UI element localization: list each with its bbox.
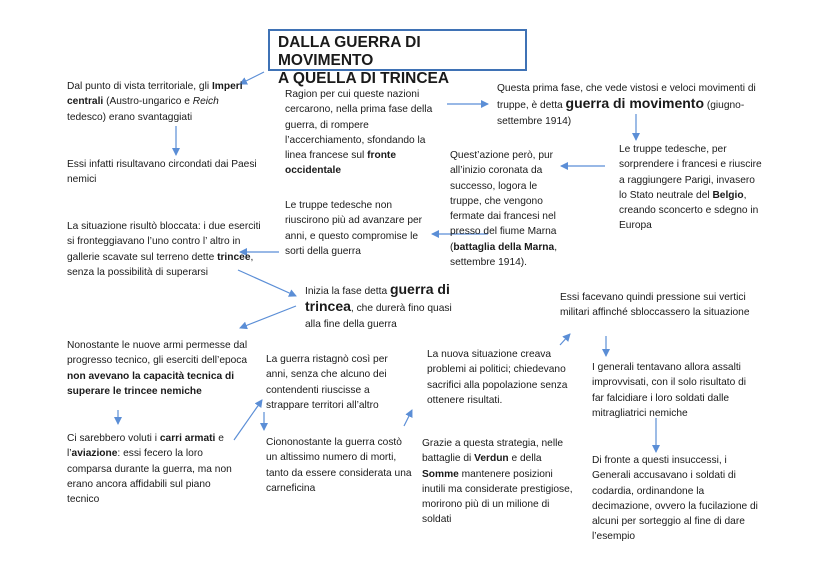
node-carneficina: Ciononostante la guerra costò un altissimo numero di morti, tanto da essere considerata una carneficina <box>266 437 412 494</box>
node-pressione-vertici: Essi facevano quindi pressione sui vertici militari affinché sbloccassero la situazione <box>560 292 750 319</box>
node-generali-assalti: I generali tentavano allora assalti improvvisati, con il solo risultato di far falcidiare i loro soldati dalle mitragliatrici nemiche <box>592 362 747 419</box>
node-guerra-di-trincea: Inizia la fase detta guerra di trincea, che durerà fino quasi alla fine della guerra <box>305 281 452 330</box>
node-imperi-centrali: Dal punto di vista territoriale, gli Imperi centrali (Austro-ungarico e Reich tedesco) erano svantaggiati <box>67 81 243 123</box>
title-line-2: A QUELLA DI TRINCEA <box>278 70 450 87</box>
node-nuova-situazione: La nuova situazione creava problemi ai politici; chiedevano sacrifici alla popolazione senza ottenere risultati. <box>427 349 568 406</box>
node-nuove-armi: Nonostante le nuove armi permesse dal progresso tecnico, gli eserciti dell’epoca non avevano la capacità tecnica di superare le trincee nemiche <box>67 340 248 397</box>
page-title <box>268 29 527 87</box>
node-verdun-somme: Grazie a questa strategia, nelle battaglie di Verdun e della Somme mantenere posizioni inutili ma considerate prestigiose, morirono più di un milione di soldati <box>422 438 573 526</box>
node-battaglia-marna: Quest’azione però, pur all’inizio coronata da successo, logora le truppe, che vengono fermate dai francesi nel presso del fiume Marna (battaglia della Marna, settembre 1914). <box>450 150 558 269</box>
node-situazione-bloccata: La situazione risultò bloccata: i due eserciti si fronteggiavano l’uno contro l’ altro in gallerie scavate sul terreno dette trincee, senza la possibilità di superarsi <box>67 221 261 278</box>
node-circondati: Essi infatti risultavano circondati dai Paesi nemici <box>67 159 257 186</box>
node-truppe-tedesche-belgio: Le truppe tedesche, per sorprendere i francesi e riuscire a raggiungere Parigi, invasero lo Stato neutrale del Belgio, creando sconcerto e sdegno in Europa <box>619 144 762 232</box>
node-non-riuscirono: Le truppe tedesche non riuscirono più ad avanzare per anni, e questo compromise le sorti della guerra <box>285 200 423 257</box>
node-ragion-per-cui: Ragion per cui queste nazioni cercarono, nella prima fase della guerra, di rompere l’accerchiamento, sfondando la linea francese sul fronte occidentale <box>285 89 433 177</box>
arrow-nuova-to-pressione <box>560 334 570 345</box>
node-carri-armati-aviazione: Ci sarebbero voluti i carri armati e l’aviazione: essi fecero la loro comparsa durante la guerra, ma non erano ancora affidabili sul piano tecnico <box>67 433 232 506</box>
title-line-1: DALLA GUERRA DI MOVIMENTO <box>278 34 421 69</box>
node-prima-fase: Questa prima fase, che vede vistosi e veloci movimenti di truppe, è detta guerra di movimento (giugno-settembre 1914) <box>497 83 756 127</box>
node-decimazione: Di fronte a questi insuccessi, i Generali accusavano i soldati di codardia, ordinandone la decimazione, ovvero la fucilazione di alcuni per sorteggio al fine di dare l’esempio <box>592 455 758 543</box>
node-guerra-ristagno: La guerra ristagnò così per anni, senza che alcuno dei contendenti riuscisse a strappare territori all’altro <box>266 354 388 411</box>
arrow-trincea-to-armi <box>240 306 296 328</box>
arrow-carneficina-to-nuova <box>404 410 412 426</box>
